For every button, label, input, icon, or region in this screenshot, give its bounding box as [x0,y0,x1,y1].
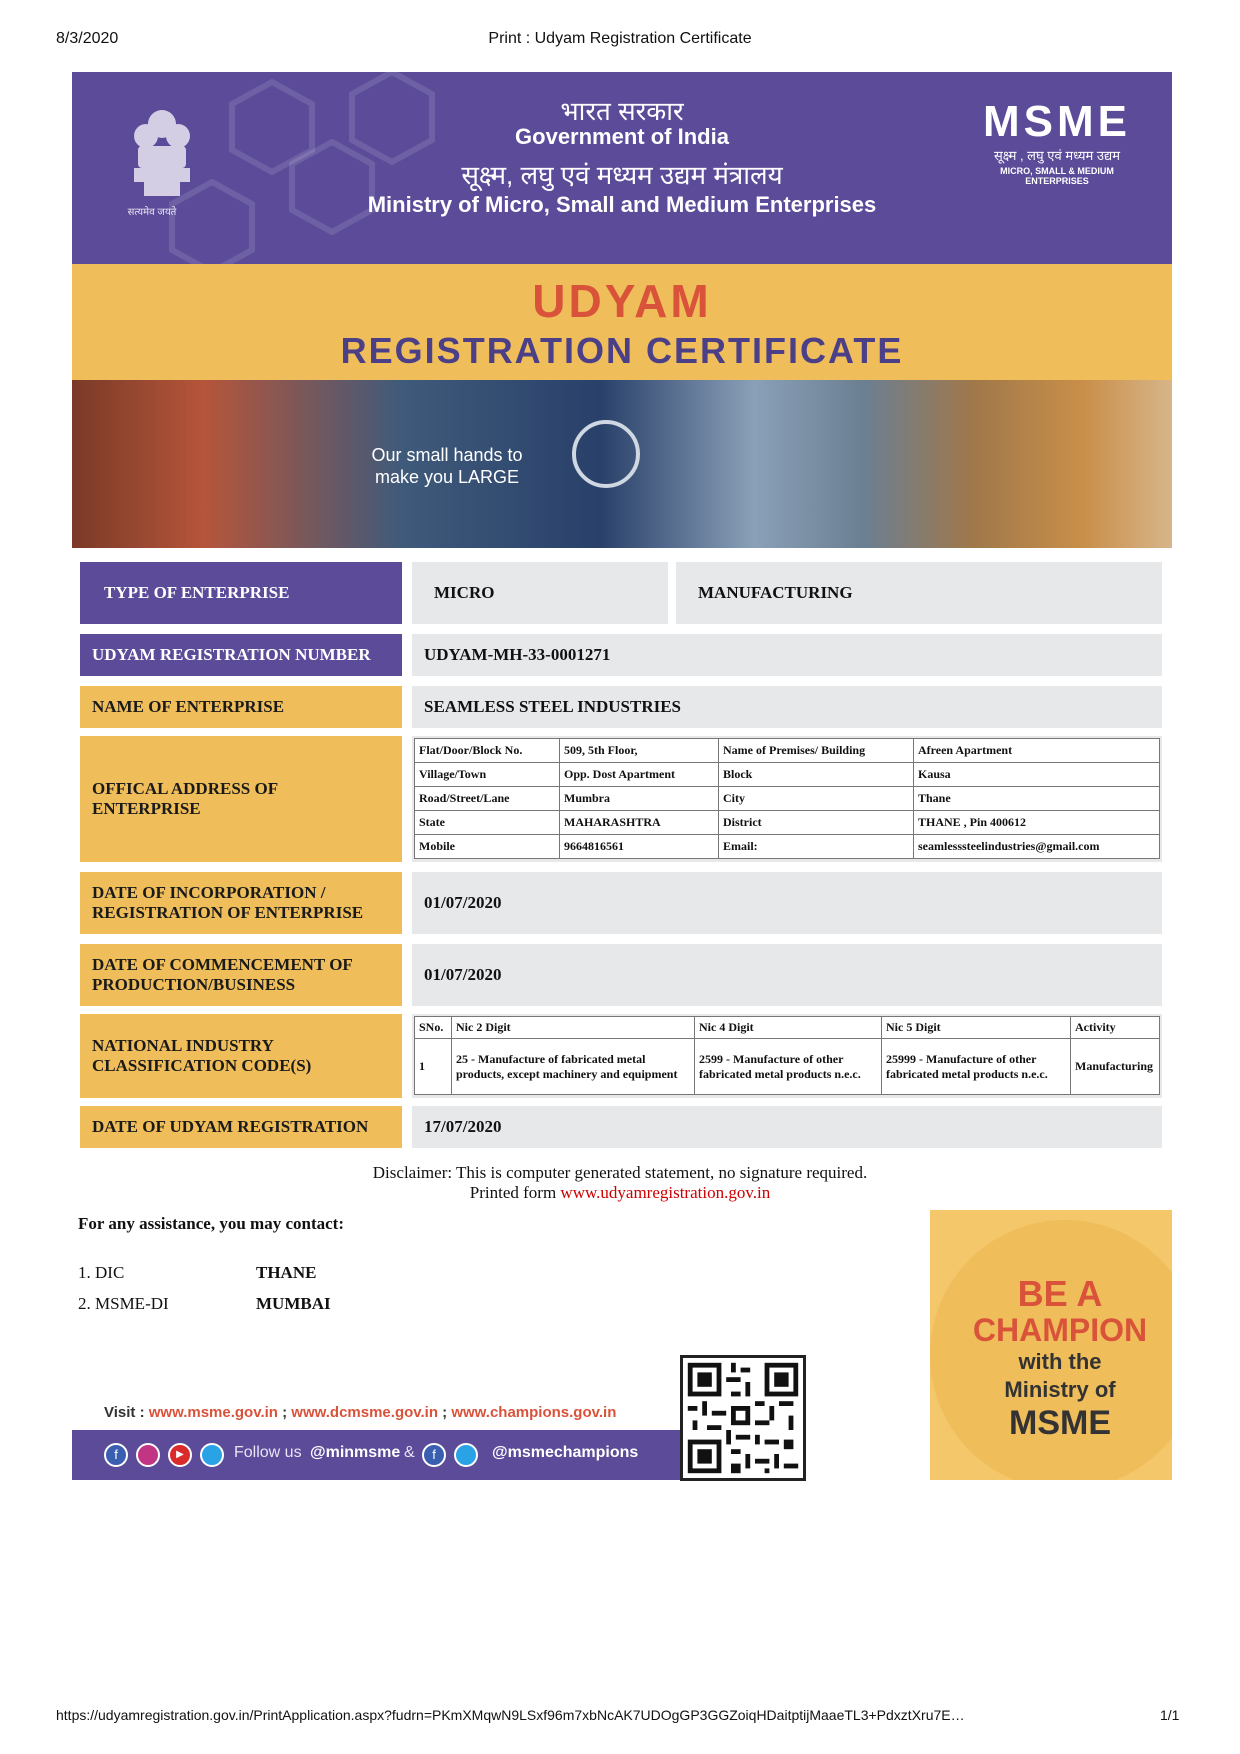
champions-site-link[interactable]: www.champions.gov.in [451,1404,617,1421]
print-title: Print : Udyam Registration Certificate [488,30,752,47]
print-url: https://udyamregistration.gov.in/PrintApplication.aspx?fudrn=PKmXMqwN9LSxf96m7xbNcAK7UDOgGP3GGZoiqHDaitptijMaaeTL3+PdxztXru7E… [56,1707,965,1723]
address-cell: District [719,811,914,835]
visit-label: Visit : [104,1404,149,1421]
date-of-udyam-registration-label: DATE OF UDYAM REGISTRATION [80,1106,402,1148]
date-of-commencement-label: DATE OF COMMENCEMENT OF PRODUCTION/BUSINESS [80,944,402,1006]
qr-code-icon [683,1358,803,1478]
nic-header-row [415,1017,1160,1039]
site-separator: ; [438,1404,452,1421]
date-of-commencement-value: 01/07/2020 [412,944,1162,1006]
champion-line-1: BE A [1017,1273,1103,1314]
slogan-line-1: Our small hands to [371,445,523,465]
udyam-registration-number-label: UDYAM REGISTRATION NUMBER [80,634,402,676]
contact-msme-di-label: 2. MSME-DI [78,1294,169,1313]
udyam-registration-number-value: UDYAM-MH-33-0001271 [412,634,1162,676]
banner-slogan [362,444,532,488]
assistance-heading: For any assistance, you may contact: [78,1214,344,1233]
instagram-icon[interactable] [136,1443,160,1467]
chakra-wheel-icon [572,420,640,488]
nic-header-cell: Activity [1071,1017,1160,1039]
address-cell: City [719,787,914,811]
ministry-title: Ministry of Micro, Small and Medium Enterprises [367,192,877,217]
address-cell: Thane [914,787,1160,811]
follow-us-bar [72,1430,682,1480]
nic-header-cell: Nic 2 Digit [452,1017,695,1039]
champion-text [950,1273,1170,1442]
msme-logo-text: MSME [983,97,1131,146]
address-cell: Opp. Dost Apartment [560,763,719,787]
nic-header-cell: Nic 4 Digit [695,1017,882,1039]
qr-code [680,1355,806,1481]
date-of-incorporation-value: 01/07/2020 [412,872,1162,934]
contact-msme-di-value: MUMBAI [256,1294,331,1313]
dcmsme-site-link[interactable]: www.dcmsme.gov.in [291,1404,438,1421]
enterprise-size-value: MICRO [412,562,668,624]
print-date: 8/3/2020 [56,30,119,47]
printed-form-label: Printed form [469,1183,561,1202]
address-cell: Kausa [914,763,1160,787]
address-cell: Flat/Door/Block No. [415,739,560,763]
nic-cell: 2599 - Manufacture of other fabricated metal products n.e.c. [695,1039,882,1095]
nic-cell: Manufacturing [1071,1039,1160,1095]
twitter-icon[interactable] [454,1443,478,1467]
enterprise-activity-value: MANUFACTURING [676,562,1162,624]
champion-line-4: Ministry of [1004,1377,1116,1402]
name-of-enterprise-label: NAME OF ENTERPRISE [80,686,402,728]
address-table [414,738,1160,859]
government-header [72,72,1172,264]
email-cell: seamlesssteelindustries@gmail.com [914,835,1160,859]
address-cell: THANE , Pin 400612 [914,811,1160,835]
address-cell: Email: [719,835,914,859]
print-page-number: 1/1 [1160,1707,1180,1723]
address-cell: Block [719,763,914,787]
address-cell: Mobile [415,835,560,859]
address-cell: 9664816561 [560,835,719,859]
printed-form-line [0,1183,1240,1203]
emblem-motto: सत्यमेव जयते [127,207,177,218]
address-cell: State [415,811,560,835]
name-of-enterprise-value: SEAMLESS STEEL INDUSTRIES [412,686,1162,728]
government-title: Government of India [515,124,729,149]
minmsme-handle[interactable]: @minmsme [310,1444,401,1461]
nic-cell: 25999 - Manufacture of other fabricated metal products n.e.c. [882,1039,1071,1095]
be-a-champion-panel [930,1210,1172,1480]
address-cell: Name of Premises/ Building [719,739,914,763]
address-cell: 509, 5th Floor, [560,739,719,763]
udyam-registration-link[interactable]: www.udyamregistration.gov.in [560,1183,771,1202]
msme-logo-subtitle: MICRO, SMALL & MEDIUM ENTERPRISES [1000,166,1114,186]
registration-certificate-title: REGISTRATION CERTIFICATE [340,330,904,371]
visit-line [104,1404,616,1421]
address-row [415,787,1160,811]
address-row [415,835,1160,859]
address-cell: MAHARASHTRA [560,811,719,835]
date-of-udyam-registration-value: 17/07/2020 [412,1106,1162,1148]
slogan-line-2: make you LARGE [374,467,520,487]
address-row [415,763,1160,787]
udyam-title: UDYAM [532,275,712,327]
twitter-icon[interactable] [200,1443,224,1467]
hindi-ministry-title: सूक्ष्म, लघु एवं मध्यम उद्यम मंत्रालय [461,160,783,190]
disclaimer-text: Disclaimer: This is computer generated statement, no signature required. [372,1163,868,1182]
address-cell: Mumbra [560,787,719,811]
nic-cell: 1 [415,1039,452,1095]
champion-line-2: CHAMPION [972,1312,1148,1348]
site-separator: ; [277,1404,292,1421]
nic-cell: 25 - Manufacture of fabricated metal products, except machinery and equipment [452,1039,695,1095]
address-row [415,739,1160,763]
msme-logo [977,97,1137,186]
contact-dic-value: THANE [256,1263,317,1282]
nic-row [415,1039,1160,1095]
type-of-enterprise-label: TYPE OF ENTERPRISE [80,562,402,624]
address-cell: Afreen Apartment [914,739,1160,763]
facebook-icon[interactable]: f [422,1443,446,1467]
address-row [415,811,1160,835]
msmechampions-handle[interactable]: @msmechampions [492,1444,639,1461]
banner-photo [72,380,1172,548]
nic-table [414,1016,1160,1095]
address-cell: Road/Street/Lane [415,787,560,811]
nic-header-cell: Nic 5 Digit [882,1017,1071,1039]
msme-site-link[interactable]: www.msme.gov.in [148,1404,278,1421]
champion-line-5: MSME [1009,1404,1111,1442]
handle-ampersand: & [404,1444,415,1461]
contact-dic-label: 1. DIC [78,1263,125,1282]
date-of-incorporation-label: DATE OF INCORPORATION / REGISTRATION OF ENTERPRISE [80,872,402,934]
hindi-government-title: भारत सरकार [560,96,684,126]
facebook-icon[interactable]: f [104,1443,128,1467]
follow-us-label: Follow us [234,1444,302,1461]
youtube-icon[interactable]: ▶ [168,1443,192,1467]
certificate-title-band [72,264,1172,380]
nic-codes-label: NATIONAL INDUSTRY CLASSIFICATION CODE(S) [80,1014,402,1098]
official-address-label: OFFICAL ADDRESS OF ENTERPRISE [80,736,402,862]
champion-line-3: with the [1018,1349,1102,1374]
address-cell: Village/Town [415,763,560,787]
msme-logo-hindi: सूक्ष्म , लघु एवं मध्यम उद्यम [994,148,1120,163]
nic-header-cell: SNo. [415,1017,452,1039]
